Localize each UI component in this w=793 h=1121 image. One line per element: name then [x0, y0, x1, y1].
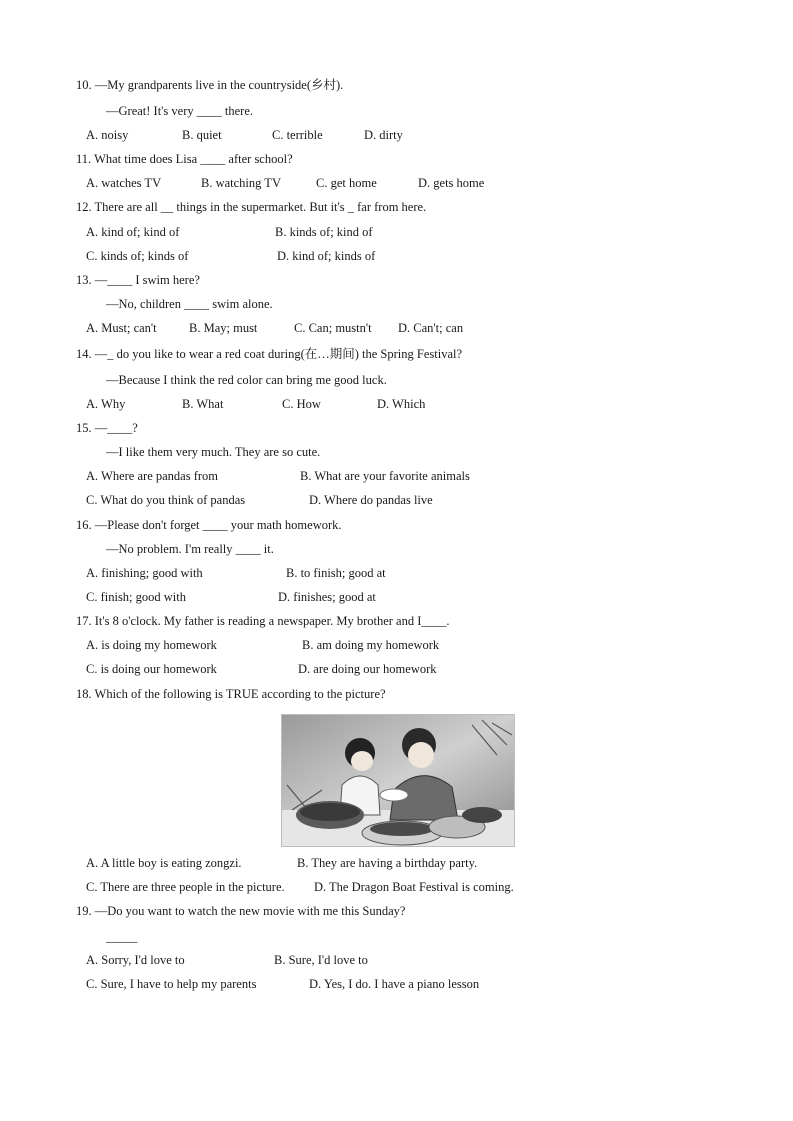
question-19-option-b: B. Sure, I'd love to	[274, 953, 368, 967]
question-15-option-a: A. Where are pandas from	[86, 469, 219, 483]
question-13-option-d: D. Can't; can	[398, 321, 464, 335]
question-17-option-c: C. is doing our homework	[86, 662, 217, 676]
question-18-option-b: B. They are having a birthday party.	[297, 856, 478, 870]
question-11-option-b: B. watching TV	[201, 176, 281, 190]
question-14-option-c: C. How	[282, 397, 321, 411]
question-15-stem: 15. —____?	[76, 421, 138, 435]
question-18-option-c: C. There are three people in the picture.	[86, 880, 285, 894]
question-10-stem: 10. —My grandparents live in the countryside(乡村).	[76, 78, 344, 92]
question-15-reply: —I like them very much. They are so cute.	[106, 445, 321, 459]
question-19-option-c: C. Sure, I have to help my parents	[86, 977, 257, 991]
question-18-option-d: D. The Dragon Boat Festival is coming.	[314, 880, 514, 894]
question-14-option-d: D. Which	[377, 397, 426, 411]
question-12-option-c: C. kinds of; kinds of	[86, 249, 189, 263]
question-15-option-b: B. What are your favorite animals	[300, 469, 470, 483]
question-17-stem: 17. It's 8 o'clock. My father is reading a newspaper. My brother and I____.	[76, 614, 450, 628]
question-12-option-b: B. kinds of; kind of	[275, 225, 373, 239]
question-11-stem: 11. What time does Lisa ____ after school?	[76, 152, 293, 166]
question-16-option-a: A. finishing; good with	[86, 566, 203, 580]
question-16-option-d: D. finishes; good at	[278, 590, 376, 604]
question-12-option-d: D. kind of; kinds of	[277, 249, 376, 263]
question-18-stem: 18. Which of the following is TRUE according to the picture?	[76, 687, 386, 701]
question-14-option-b: B. What	[182, 397, 224, 411]
question-15-option-c: C. What do you think of pandas	[86, 493, 246, 507]
question-10-option-b: B. quiet	[182, 128, 222, 142]
question-19-option-d: D. Yes, I do. I have a piano lesson	[309, 977, 480, 991]
question-17-option-d: D. are doing our homework	[298, 662, 437, 676]
question-15-option-d: D. Where do pandas live	[309, 493, 433, 507]
question-18-option-a: A. A little boy is eating zongzi.	[86, 856, 242, 870]
question-14-stem: 14. —_ do you like to wear a red coat during(在…期间) the Spring Festival?	[76, 347, 463, 361]
question-14-reply: —Because I think the red color can bring me good luck.	[106, 373, 387, 387]
question-13-reply: —No, children ____ swim alone.	[106, 297, 273, 311]
question-17-option-a: A. is doing my homework	[86, 638, 217, 652]
question-12-option-a: A. kind of; kind of	[86, 225, 180, 239]
question-16-option-b: B. to finish; good at	[286, 566, 386, 580]
question-16-reply: —No problem. I'm really ____ it.	[106, 542, 274, 556]
question-13-stem: 13. —____ I swim here?	[76, 273, 200, 287]
question-19-stem: 19. —Do you want to watch the new movie with me this Sunday?	[76, 904, 406, 918]
question-13-option-b: B. May; must	[189, 321, 258, 335]
question-16-option-c: C. finish; good with	[86, 590, 187, 604]
question-12-stem: 12. There are all __ things in the supermarket. But it's _ far from here.	[76, 200, 427, 214]
question-11-option-d: D. gets home	[418, 176, 485, 190]
question-19-option-a: A. Sorry, I'd love to	[86, 953, 185, 967]
question-10-option-d: D. dirty	[364, 128, 403, 142]
question-10-reply: —Great! It's very ____ there.	[106, 104, 253, 118]
question-13-option-c: C. Can; mustn't	[294, 321, 372, 335]
question-19-answer-blank: _____	[106, 930, 138, 944]
question-14-option-a: A. Why	[86, 397, 126, 411]
question-13-option-a: A. Must; can't	[86, 321, 157, 335]
question-18-picture	[281, 714, 515, 847]
question-10-option-c: C. terrible	[272, 128, 323, 142]
question-11-option-c: C. get home	[316, 176, 377, 190]
question-10-option-a: A. noisy	[86, 128, 129, 142]
question-16-stem: 16. —Please don't forget ____ your math homework.	[76, 518, 342, 532]
question-11-option-a: A. watches TV	[86, 176, 162, 190]
question-17-option-b: B. am doing my homework	[302, 638, 440, 652]
